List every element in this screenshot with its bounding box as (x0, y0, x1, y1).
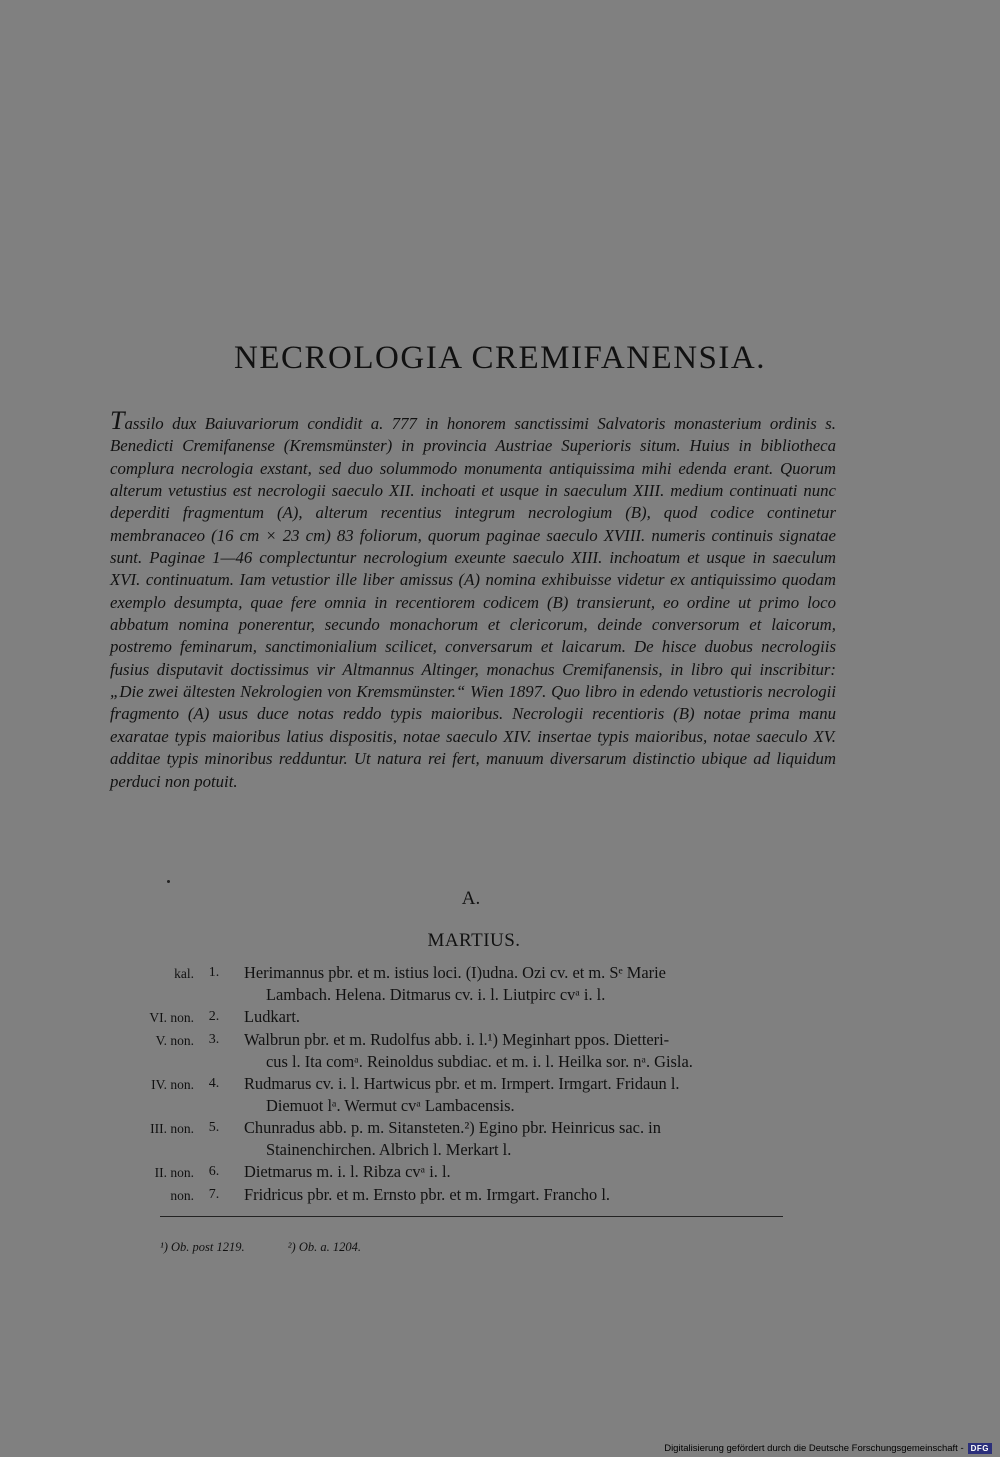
entry-text (244, 962, 836, 1006)
entry-text (244, 1184, 836, 1206)
entry-line: Rudmarus cv. i. l. Hartwicus pbr. et m. Irmpert. Irmgart. Fridaun l. (244, 1074, 680, 1093)
entry-row (110, 1184, 836, 1207)
entry-number: 2. (208, 1009, 220, 1024)
entry-text (244, 1161, 836, 1183)
entry-line-continued: Lambach. Helena. Ditmarus cv. i. l. Liutpirc cvᵃ i. l. (266, 985, 606, 1004)
entry-number: 3. (208, 1032, 220, 1047)
entry-row (110, 1161, 836, 1184)
section-heading: A. (461, 888, 481, 909)
entry-day: non. (170, 1188, 194, 1203)
entry-number: 5. (208, 1120, 220, 1135)
entry-line: Ludkart. (244, 1007, 300, 1026)
entry-row (110, 1073, 836, 1117)
month-heading: MARTIUS. (427, 930, 521, 951)
entry-number: 7. (208, 1187, 220, 1202)
entry-day: kal. (174, 966, 194, 981)
entry-row (110, 1117, 836, 1161)
footnote: ¹) Ob. post 1219. (160, 1240, 245, 1254)
entry-day: VI. non. (149, 1010, 194, 1025)
entry-text (244, 1006, 836, 1028)
entry-line: Dietmarus m. i. l. Ribza cvᵃ i. l. (244, 1162, 451, 1181)
intro-text: assilo dux Baiuvariorum condidit a. 777 in honorem sanctissimi Salvatoris monasterium ordinis s. Benedicti Cremifanense (Kremsmünster) in provincia Austriae Superioris situm. Huius in bibliotheca complura necrologia exstant, sed duo solummodo monumenta antiquissima mihi edenda erant. Quorum alterum vetustius est necrologii saeculo XII. inchoati et usque in saeculum XIII. medium continuati nunc deperditi fragmentum (A), alterum recentius integrum necrologium (B), quod codice continetur membranaceo (16 cm × 23 cm) 83 foliorum, quorum paginae saeculo XVIII. numeris continuis signatae sunt. Paginae 1—46 complectuntur necrologium exeunte saeculo XIII. inchoatum et usque in saeculum XVI. continuatum. Iam vetustior ille liber amissus (A) nomina exhibuisse videtur ex antiquissimo quodam exemplo desumpta, quae fere omnia in recentiorem codicem (B) transierunt, eo ordine ut primo loco abbatum nomina ponerentur, secundo monachorum et clericorum, deinde conversorum et laicorum, postremo feminarum, sanctimonialium scilicet, conversarum et laicarum. De hisce duobus necrologiis fusius disputavit doctissimus vir Altmannus Altinger, monachus Cremifanensis, in libro qui inscribitur: „Die zwei ältesten Nekrologien von Kremsmünster.“ Wien 1897. Quo libro in edendo vetustioris necrologii fragmento (A) usus duce notas reddo typis maioribus. Necrologii recentioris (B) notae prima manu exaratae typis maioribus latius dispositis, notae saeculo XIV. insertae typis maioribus, notae saeculo XV. additae typis minoribus redduntur. Ut natura rei fert, manuum diversarum distinctio ubique ad liquidum perduci non potuit. (110, 414, 836, 791)
entry-line: Herimannus pbr. et m. istius loci. (I)udna. Ozi cv. et m. Sᵉ Marie (244, 963, 666, 982)
stray-mark (167, 880, 170, 883)
entry-line: Fridricus pbr. et m. Ernsto pbr. et m. Irmgart. Francho l. (244, 1185, 610, 1204)
entry-day: V. non. (155, 1033, 194, 1048)
footnotes (160, 1240, 783, 1255)
entry-number: 1. (208, 965, 220, 980)
drop-cap: T (110, 406, 125, 435)
entry-text (244, 1029, 836, 1073)
entry-day: IV. non. (151, 1077, 194, 1092)
necrology-entries (110, 962, 836, 1207)
entry-text (244, 1117, 836, 1161)
digitization-credit (664, 1440, 992, 1456)
entry-text (244, 1073, 836, 1117)
credit-text: Digitalisierung gefördert durch die Deutsche Forschungsgemeinschaft - (664, 1442, 964, 1454)
entry-row (110, 1006, 836, 1029)
entry-row (110, 1029, 836, 1073)
entry-number: 6. (208, 1164, 220, 1179)
page-title: NECROLOGIA CREMIFANENSIA. (234, 340, 766, 376)
entry-day: III. non. (150, 1121, 194, 1136)
entry-line: Chunradus abb. p. m. Sitansteten.²) Egino pbr. Heinricus sac. in (244, 1118, 661, 1137)
entry-row (110, 962, 836, 1006)
entry-day: II. non. (154, 1165, 194, 1180)
dfg-logo-icon: DFG (968, 1443, 992, 1454)
entry-line: Walbrun pbr. et m. Rudolfus abb. i. l.¹) Meginhart ppos. Dietteri- (244, 1030, 670, 1049)
intro-paragraph (110, 408, 836, 793)
entry-number: 4. (208, 1076, 220, 1091)
entry-line-continued: cus l. Ita comᵃ. Reinoldus subdiac. et m. i. l. Heilka sor. nᵃ. Gisla. (266, 1052, 693, 1071)
entry-line-continued: Stainenchirchen. Albrich l. Merkart l. (266, 1140, 512, 1159)
entry-line-continued: Diemuot lᵃ. Wermut cvᵃ Lambacensis. (266, 1096, 515, 1115)
footnote: ²) Ob. a. 1204. (287, 1240, 361, 1254)
footnote-rule (160, 1216, 783, 1217)
